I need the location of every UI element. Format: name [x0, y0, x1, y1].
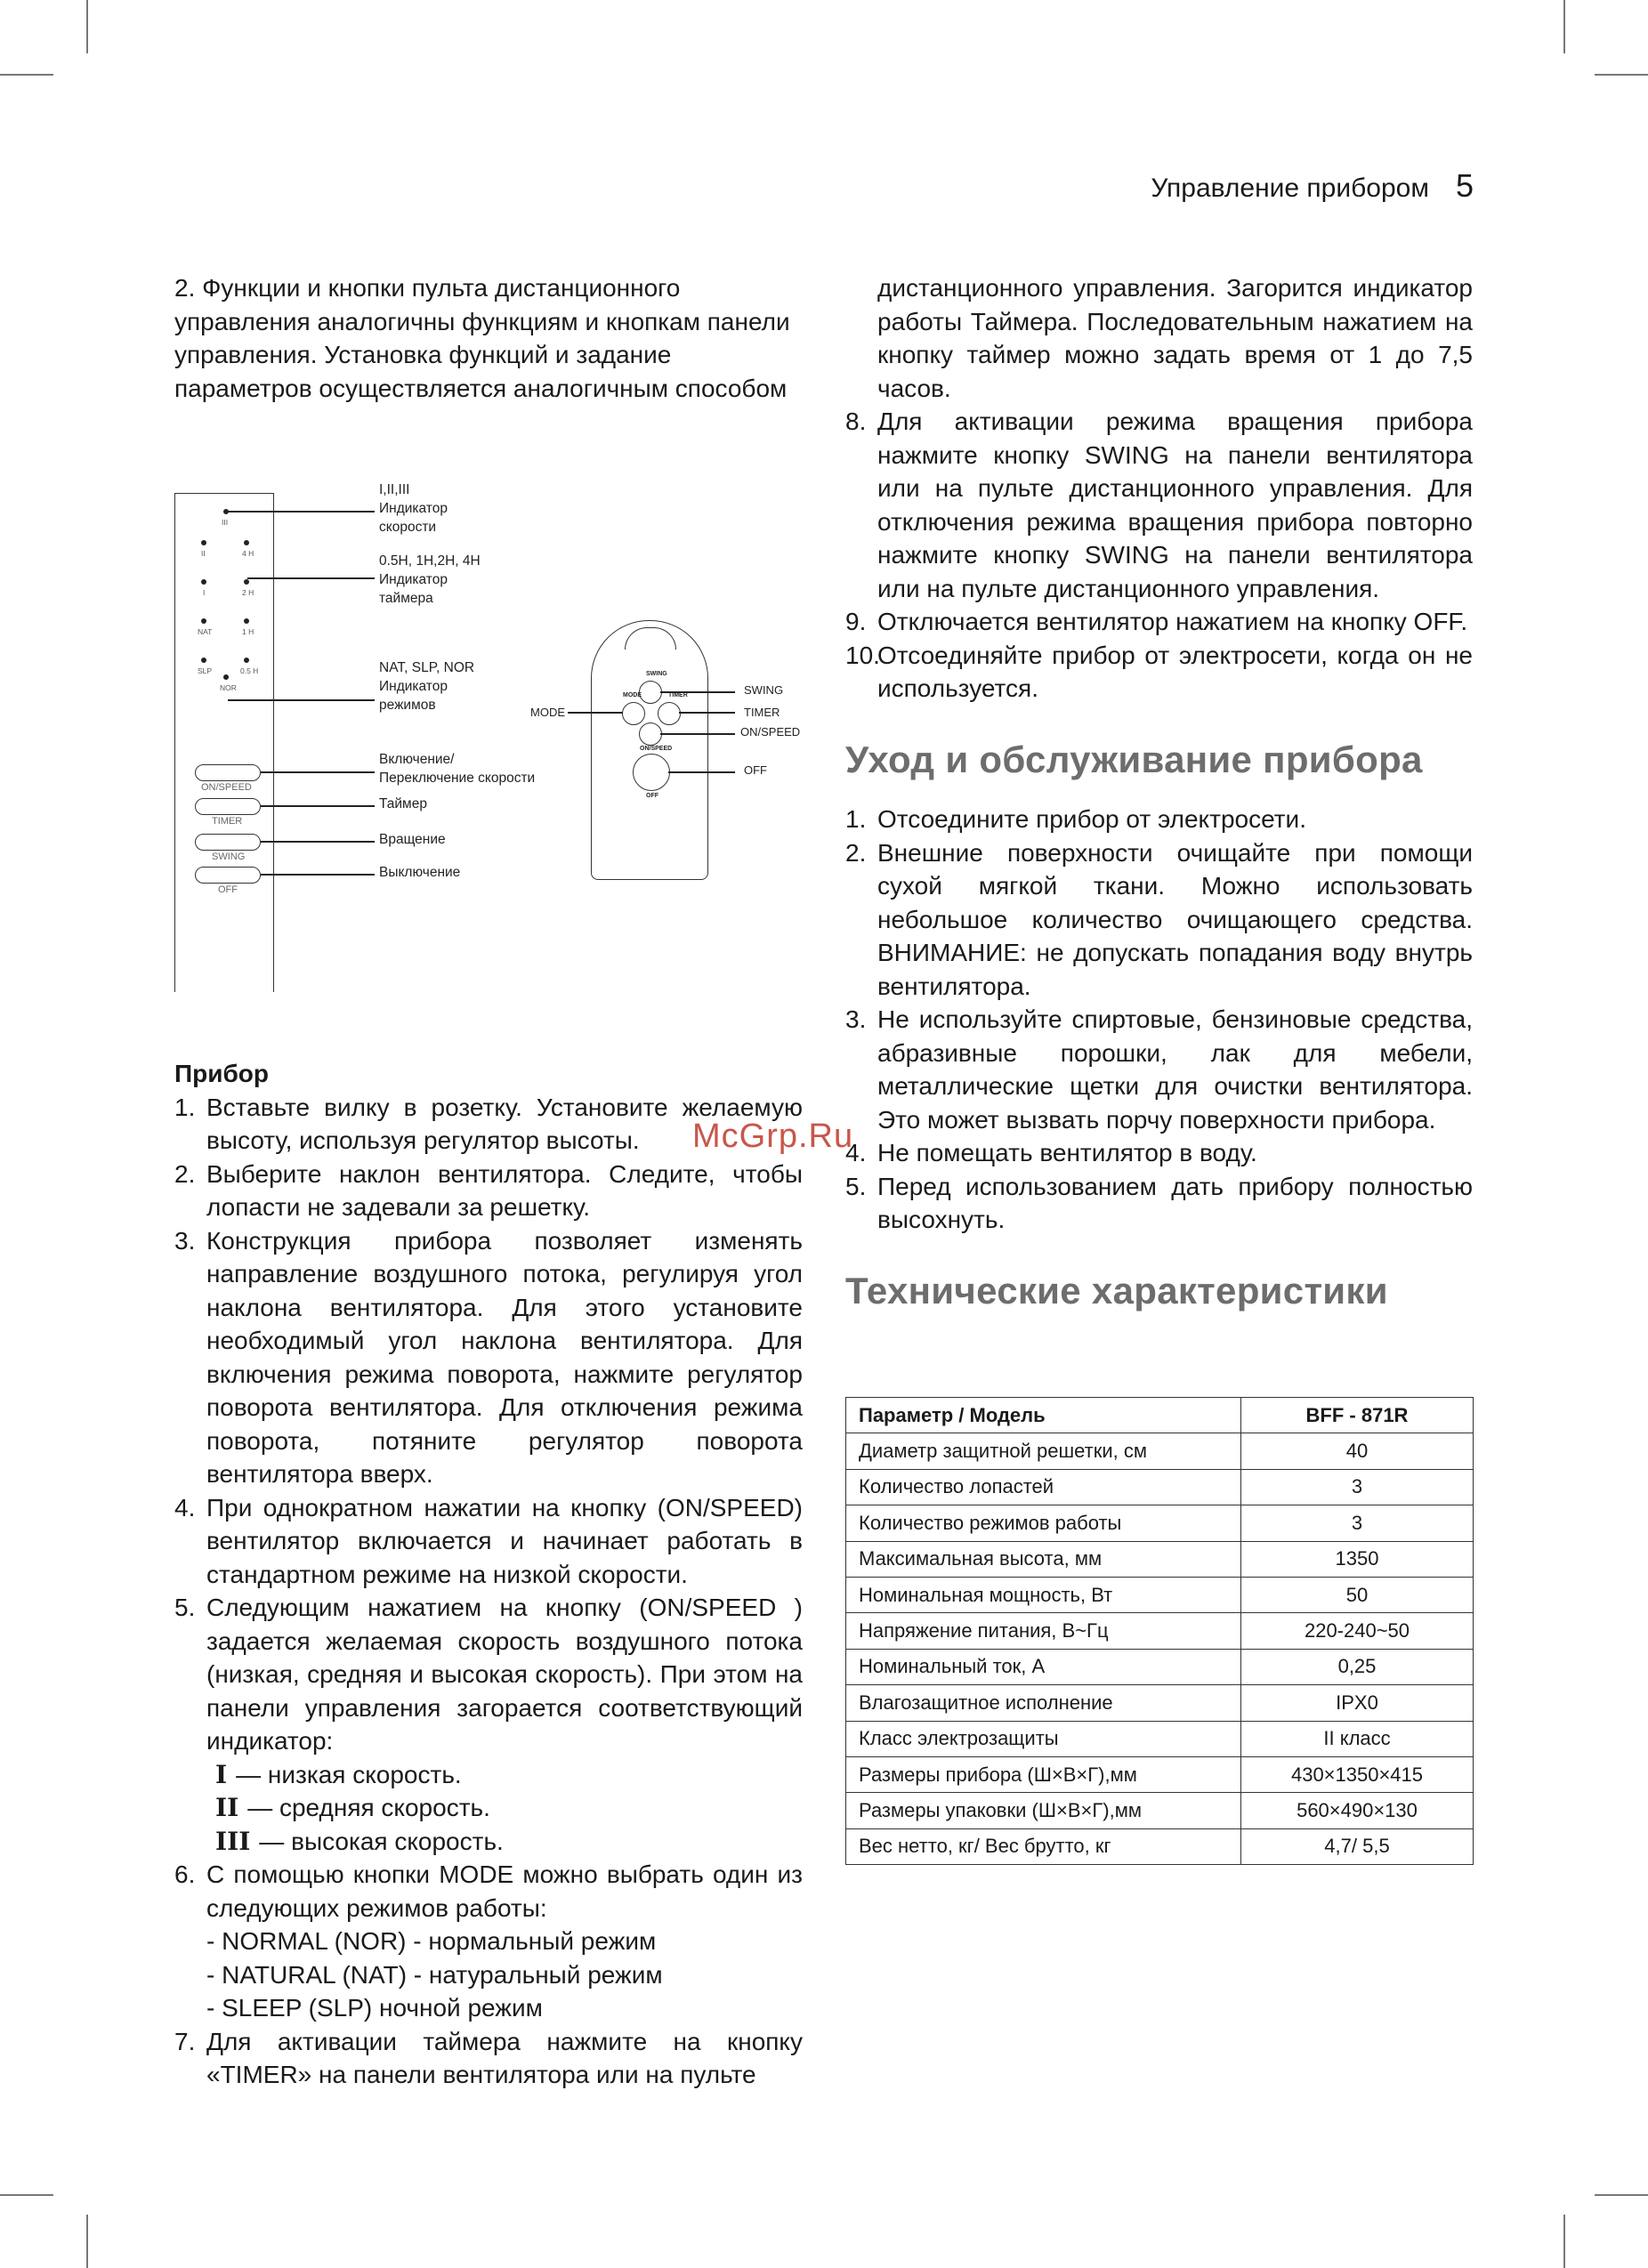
mode-sleep: - SLEEP (SLP) ночной режим: [206, 1994, 543, 2022]
panel-swing-button: [195, 834, 261, 851]
left-column-intro: [174, 271, 803, 405]
callout-line: [247, 577, 375, 579]
remote-swing-button: [639, 681, 662, 704]
list-item: 9. Отключается вентилятор нажатием на кнопку OFF.: [845, 608, 1468, 635]
panel-timer-label: TIMER: [212, 816, 243, 827]
list-item: 2. Выберите наклон вентилятора. Следите, чтобы лопасти не задевали за решетку.: [174, 1159, 803, 1221]
remote-off-button: [633, 754, 670, 791]
fan-control-panel: [174, 493, 274, 992]
crop-mark: [86, 2215, 88, 2268]
panel-label-nat: NAT: [198, 627, 213, 636]
callout-line: [679, 712, 735, 714]
table-row: Класс электрозащиты II класс: [846, 1721, 1474, 1756]
indicator-dot: [223, 674, 229, 680]
list-item: 8. Для активации режима вращения прибора нажмите кнопку SWING на панели вентилятора или на пульте дистанционного управления. Для отключения режима вращения прибора повторно нажмите кнопку SWING на панели вентилятора или на пульте дистанционного управления.: [845, 408, 1473, 602]
callout-line: [228, 699, 375, 701]
crop-mark: [1595, 74, 1648, 76]
remote-swing-label: SWING: [744, 683, 784, 697]
crop-mark: [0, 74, 53, 76]
page-number: 5: [1455, 167, 1474, 204]
remote-off-text: OFF: [646, 793, 658, 799]
list-item: 4. Не помещать вентилятор в воду.: [845, 1139, 1257, 1166]
list-item: 5. Перед использованием дать прибору полностью высохнуть.: [845, 1172, 1473, 1233]
speed-low: I — низкая скорость.: [215, 1759, 462, 1789]
remote-swing-text: SWING: [646, 671, 667, 677]
list-item: 5. Следующим нажатием на кнопку (ON/SPEED ) задается желаемая скорость воздушного потока (низкая, средняя и высокая скорость). При этом на панели управления загорается соответствующий индикатор: I — низкая скорость. II — средняя скорость. III — высокая скорость.: [174, 1591, 803, 1858]
panel-label-slp: SLP: [198, 666, 213, 675]
callout-line: [660, 733, 735, 735]
callout-line: [261, 841, 375, 843]
specs-section-title: Технические характеристики: [845, 1269, 1388, 1312]
indicator-dot: [244, 618, 249, 624]
right-instructions-list: [845, 405, 1473, 706]
indicator-dot: [201, 579, 206, 585]
speed-indicator-label: I,II,III Индикатор скорости: [379, 482, 448, 535]
table-row: Вес нетто, кг/ Вес брутто, кг 4,7/ 5,5: [846, 1828, 1474, 1864]
mode-indicator-label: NAT, SLP, NOR Индикатор режимов: [379, 660, 475, 713]
remote-timer-text: TIMER: [668, 692, 688, 698]
timer-label: Таймер: [379, 796, 427, 811]
right-column: [845, 271, 1473, 1312]
remote-mode-text: MODE: [623, 692, 642, 698]
section-title: Управление прибором: [1151, 174, 1429, 203]
care-instructions-list: [845, 803, 1473, 1237]
indicator-dot: [201, 658, 206, 663]
table-row: Размеры прибора (Ш×В×Г),мм 430×1350×415: [846, 1756, 1474, 1792]
list-item: 2. Внешние поверхности очищайте при помощи сухой мягкой ткани. Можно использовать небольшое количество очищающего средства. ВНИМАНИЕ: не допускать попадания воду внутрь вентилятора.: [845, 838, 1473, 1000]
list-item: 1. Отсоедините прибор от электросети.: [845, 805, 1306, 833]
panel-on-speed-button: [195, 764, 261, 781]
remote-on-speed-label: ON/SPEED: [740, 725, 801, 739]
list-item: 7. Для активации таймера нажмите на кнопку «TIMER» на панели вентилятора или на пульте: [174, 2027, 803, 2088]
timer-continuation: дистанционного управления. Загорится индикатор работы Таймера. Последовательным нажатием на кнопку таймер можно задать время от 1 до 7,5 часов.: [877, 274, 1473, 402]
table-row: Влагозащитное исполнение IPX0: [846, 1685, 1474, 1721]
power-speed-label: Включение/ Переключение скорости: [379, 752, 536, 786]
panel-label-nor: NOR: [220, 683, 237, 692]
remote-timer-label: TIMER: [744, 706, 780, 719]
panel-label-1h: 1 H: [242, 627, 254, 636]
remote-on-speed-text: ON/SPEED: [640, 746, 673, 752]
specs-table: [845, 1397, 1474, 1865]
remote-off-label: OFF: [744, 763, 767, 777]
list-item: 3. Конструкция прибора позволяет изменять направление воздушного потока, регулируя угол наклона вентилятора. Для этого установите необходимый угол наклона вентилятора. Для включения режима поворота, нажмите регулятор поворота вентилятора. Для отключения режима поворота, потяните регулятор поворота вентилятора вверх.: [174, 1226, 803, 1488]
panel-label-ii: II: [201, 549, 206, 558]
remote-intro-text: 2. Функции и кнопки пульта дистанционного управления аналогичны функциям и кнопкам панели управления. Установка функций и задание параметров осуществляется аналогичным способом: [174, 274, 790, 402]
table-row: Максимальная высота, мм 1350: [846, 1541, 1474, 1577]
table-header-model: BFF - 871R: [1241, 1398, 1474, 1433]
crop-mark: [1563, 2215, 1565, 2268]
indicator-dot: [244, 658, 249, 663]
speed-medium: II — средняя скорость.: [215, 1793, 490, 1822]
device-section-title: Прибор: [174, 1060, 269, 1087]
remote-mode-button: [622, 702, 645, 725]
panel-timer-button: [195, 798, 261, 815]
mode-normal: - NORMAL (NOR) - нормальный режим: [206, 1927, 657, 1955]
panel-label-4h: 4 H: [242, 549, 254, 558]
indicator-dot: [201, 540, 206, 545]
callout-line: [660, 691, 735, 693]
care-section-title: Уход и обслуживание прибора: [845, 738, 1423, 780]
callout-line: [261, 771, 375, 773]
timer-indicator-label: 0.5H, 1H,2H, 4H Индикатор таймера: [379, 553, 481, 606]
mode-natural: - NATURAL (NAT) - натуральный режим: [206, 1960, 663, 1989]
table-row: Количество режимов работы 3: [846, 1505, 1474, 1541]
device-instructions-list: [174, 1091, 803, 2092]
callout-line: [668, 771, 735, 773]
swing-label: Вращение: [379, 832, 446, 847]
remote-timer-button: [658, 702, 681, 725]
list-item: 6. С помощью кнопки MODE можно выбрать один из следующих режимов работы: - NORMAL (NOR) - нормальный режим - NATURAL (NAT) - натуральный режим - SLEEP (SLP) ночной режим: [174, 1858, 803, 2025]
watermark: McGrp.Ru: [692, 1118, 854, 1155]
table-row: Количество лопастей 3: [846, 1469, 1474, 1505]
table-row: Номинальный ток, А 0,25: [846, 1649, 1474, 1684]
off-label: Выключение: [379, 865, 461, 880]
control-panel-diagram: [174, 480, 801, 997]
speed-high: III — высокая скорость.: [215, 1826, 504, 1856]
panel-label-2h: 2 H: [242, 588, 254, 597]
callout-line: [261, 874, 375, 876]
panel-off-label: OFF: [218, 884, 238, 895]
table-row: Номинальная мощность, Вт 50: [846, 1577, 1474, 1612]
callout-line: [261, 805, 375, 807]
page-header: [1151, 167, 1474, 205]
table-row: Размеры упаковки (Ш×В×Г),мм 560×490×130: [846, 1793, 1474, 1828]
panel-label-iii: III: [222, 518, 229, 527]
table-header-row: [846, 1398, 1474, 1433]
callout-line: [568, 712, 623, 714]
panel-swing-label: SWING: [212, 852, 246, 862]
list-item: 10. Отсоединяйте прибор от электросети, когда он не используется.: [845, 641, 1473, 702]
panel-off-button: [195, 867, 261, 884]
remote-on-speed-button: [639, 722, 662, 746]
table-row: Диаметр защитной решетки, см 40: [846, 1433, 1474, 1469]
list-item: 1. Вставьте вилку в розетку. Установите желаемую высоту, используя регулятор высоты.: [174, 1093, 803, 1154]
panel-on-speed-label: ON/SPEED: [201, 782, 252, 793]
indicator-dot: [244, 579, 249, 585]
panel-label-05h: 0.5 H: [240, 666, 259, 675]
panel-label-i: I: [203, 588, 206, 597]
crop-mark: [1595, 2194, 1648, 2196]
table-header-param: Параметр / Модель: [846, 1398, 1241, 1433]
crop-mark: [1563, 0, 1565, 53]
crop-mark: [0, 2194, 53, 2196]
callout-line: [228, 511, 375, 513]
indicator-dot: [244, 540, 249, 545]
table-row: Напряжение питания, В~Гц 220-240~50: [846, 1613, 1474, 1649]
list-item: 3. Не используйте спиртовые, бензиновые средства, абразивные порошки, лак для мебели, металлические щетки для очистки вентилятора. Это может вызвать порчу поверхности прибора.: [845, 1005, 1473, 1134]
remote-mode-label: MODE: [530, 706, 565, 719]
crop-mark: [86, 0, 88, 53]
list-item: 4. При однократном нажатии на кнопку (ON/SPEED) вентилятор включается и начинает работать в стандартном режиме на низкой скорости.: [174, 1493, 803, 1588]
indicator-dot: [201, 618, 206, 624]
device-section: [174, 1057, 803, 2092]
